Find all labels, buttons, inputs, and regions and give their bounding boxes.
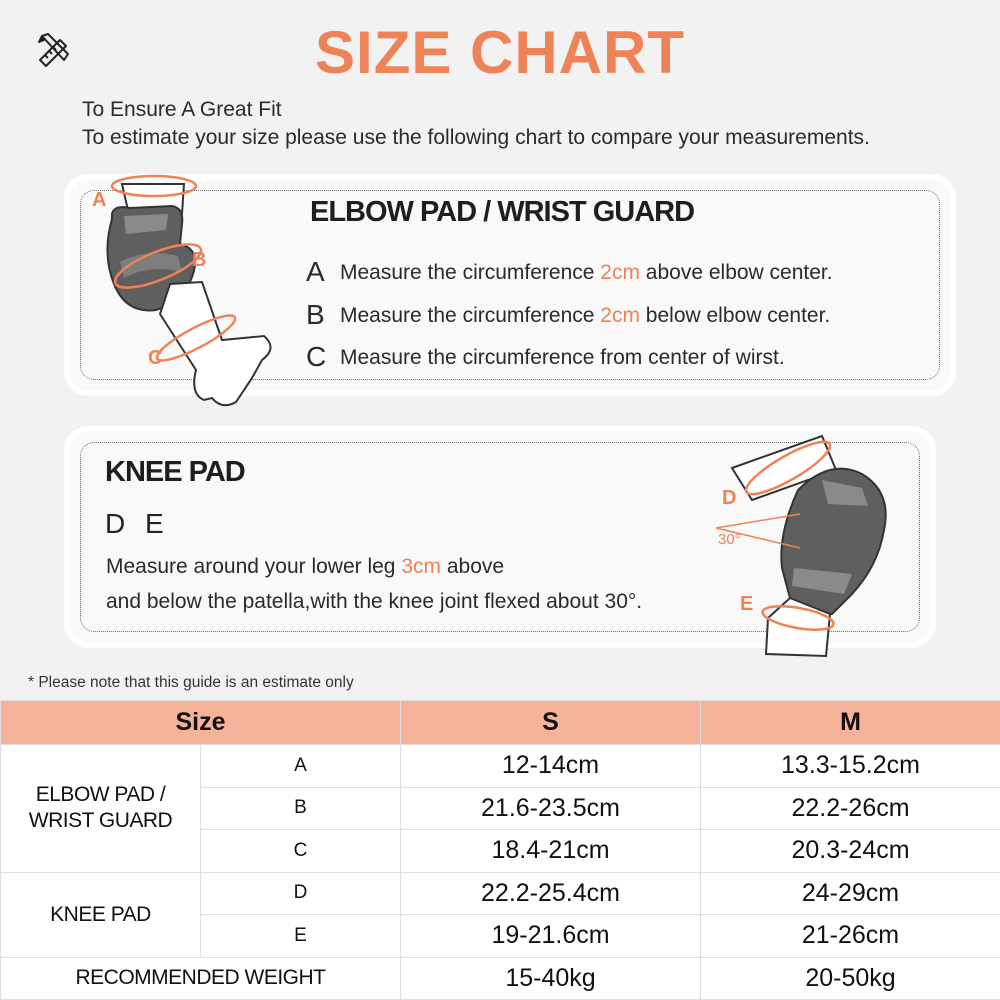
value-s: 18.4-21cm [401,830,701,873]
value-m: 24-29cm [701,872,1000,915]
value-m: 21-26cm [701,915,1000,958]
step-text: Measure the circumference from center of wirst. [340,346,785,369]
table-row [1,872,1000,915]
step-letter: B [306,299,325,330]
row-label: D [201,872,401,915]
step-letter: C [306,341,327,372]
step-highlight: 2cm [600,261,640,284]
label-e: E [740,593,754,615]
page-title: SIZE CHART [315,19,685,86]
weight-m: 20-50kg [701,957,1000,1000]
angle-label: 30° [718,531,741,548]
intro-line-1: To Ensure A Great Fit [82,98,282,121]
header-m: M [701,701,1000,745]
knee-text: above [441,555,505,578]
step-letter: A [306,256,325,287]
step-b [306,299,830,331]
step-c [306,341,785,373]
value-s: 21.6-23.5cm [401,787,701,830]
step-text: below elbow center. [639,304,831,327]
step-highlight: 2cm [600,304,640,327]
size-table [0,700,1000,1000]
value-m: 13.3-15.2cm [701,745,1000,788]
knee-highlight: 3cm [401,555,442,578]
table-row-weight [1,957,1000,1000]
knee-illustration [712,418,912,668]
estimate-note: * Please note that this guide is an estimate only [28,674,354,691]
row-label: E [201,915,401,958]
intro-line-2: To estimate your size please use the following chart to compare your measurements. [82,126,870,149]
row-label: A [201,745,401,788]
table-header-row [1,701,1000,745]
step-a [306,256,833,288]
step-text: above elbow center. [639,261,833,284]
row-label: C [201,830,401,873]
row-label: B [201,787,401,830]
value-m: 22.2-26cm [701,787,1000,830]
elbow-section-title: ELBOW PAD / WRIST GUARD [310,196,695,228]
group-knee: KNEE PAD [1,872,201,957]
label-b: B [192,249,207,271]
knee-text: Measure around your lower leg [106,555,402,578]
knee-instruction-line-1 [106,555,504,579]
intro-text [82,96,870,152]
label-c: C [148,347,163,369]
table-row [1,745,1000,788]
step-text: Measure the circumference [340,261,601,284]
step-text: Measure the circumference [340,304,601,327]
label-a: A [92,189,107,211]
group-label: ELBOW PAD / WRIST GUARD [28,783,173,833]
value-s: 12-14cm [401,745,701,788]
group-elbow [1,745,201,873]
knee-instruction-line-2: and below the patella,with the knee joint flexed about 30°. [106,590,643,613]
weight-label: RECOMMENDED WEIGHT [1,957,401,1000]
knee-section-title: KNEE PAD [105,456,245,488]
value-m: 20.3-24cm [701,830,1000,873]
header-size: Size [1,701,401,745]
weight-s: 15-40kg [401,957,701,1000]
knee-letters: D E [105,508,170,539]
value-s: 22.2-25.4cm [401,872,701,915]
value-s: 19-21.6cm [401,915,701,958]
elbow-illustration [86,164,286,414]
label-d: D [722,487,737,509]
header-s: S [401,701,701,745]
